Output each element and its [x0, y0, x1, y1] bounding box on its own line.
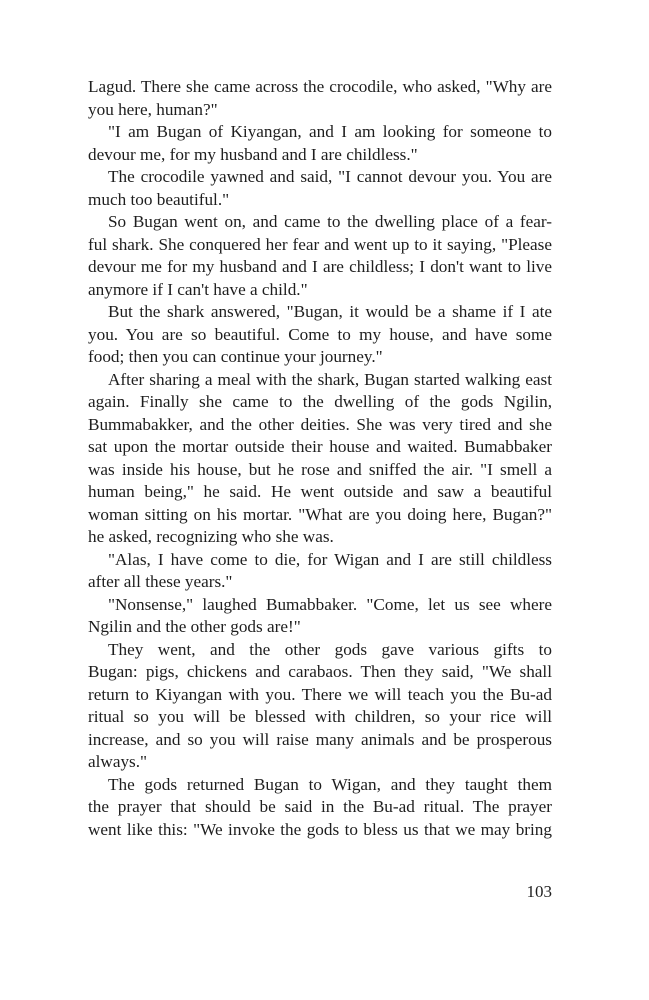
text-line: "Nonsense," laughed Bumabbaker. "Come, let us see where	[108, 594, 552, 614]
paragraph	[88, 301, 552, 369]
text-line: was inside his house, but he rose and sniffed the air. "I smell a	[88, 459, 552, 479]
text-line: After sharing a meal with the shark, Bugan started walking east	[108, 369, 552, 389]
text-line: woman sitting on his mortar. "What are you doing here, Bugan?"	[88, 504, 552, 524]
text-line: human being," he said. He went outside and saw a beautiful	[88, 482, 552, 501]
text-line: The crocodile yawned and said, "I cannot devour you. You are	[108, 167, 552, 186]
paragraph	[88, 594, 552, 639]
text-line: ful shark. She conquered her fear and went up to it saying, "Please	[88, 234, 552, 254]
text-line: again. Finally she came to the dwelling of the gods Ngilin,	[88, 392, 552, 411]
text-line: you. You are so beautiful. Come to my house, and have some	[88, 324, 552, 344]
text-line: much too beautiful."	[88, 189, 230, 209]
text-line: you here, human?"	[88, 99, 218, 119]
text-line: devour me for my husband and I are childless; I don't want to live	[88, 257, 552, 276]
page-number: 103	[526, 882, 552, 901]
text-line: went like this: "We invoke the gods to bless us that we may bring	[88, 819, 552, 839]
paragraph	[88, 166, 552, 211]
text-line: after all these years."	[88, 572, 233, 591]
text-line: the prayer that should be said in the Bu-ad ritual. The prayer	[88, 797, 552, 816]
text-line: So Bugan went on, and came to the dwelling place of a fear-	[108, 212, 552, 231]
text-line: But the shark answered, "Bugan, it would be a shame if I ate	[108, 302, 552, 321]
paragraph	[88, 774, 552, 842]
text-line: The gods returned Bugan to Wigan, and they taught them	[108, 774, 552, 794]
body-text	[88, 76, 552, 841]
text-line: "I am Bugan of Kiyangan, and I am looking for someone to	[108, 122, 552, 141]
text-line: food; then you can continue your journey."	[88, 347, 383, 366]
text-line: he asked, recognizing who she was.	[88, 527, 334, 546]
paragraph	[88, 549, 552, 594]
text-line: increase, and so you will raise many animals and be prosperous	[88, 729, 552, 749]
text-line: "Alas, I have come to die, for Wigan and I are still childless	[108, 549, 552, 569]
paragraph	[88, 639, 552, 774]
text-line: Lagud. There she came across the crocodile, who asked, "Why are	[88, 77, 552, 96]
text-line: ritual so you will be blessed with children, so your rice will	[88, 707, 552, 726]
text-line: anymore if I can't have a child."	[88, 279, 308, 299]
text-line: always."	[88, 752, 148, 771]
paragraph	[88, 76, 552, 121]
text-line: devour me, for my husband and I are childless."	[88, 144, 418, 164]
text-line: Bugan: pigs, chickens and carabaos. Then they said, "We shall	[88, 662, 552, 681]
paragraph	[88, 121, 552, 166]
text-line: Ngilin and the other gods are!"	[88, 617, 301, 636]
text-line: return to Kiyangan with you. There we will teach you the Bu-ad	[88, 684, 552, 704]
text-line: Bummabakker, and the other deities. She was very tired and she	[88, 414, 552, 434]
text-line: sat upon the mortar outside their house and waited. Bumabbaker	[88, 437, 552, 456]
paragraph	[88, 369, 552, 549]
paragraph	[88, 211, 552, 301]
text-line: They went, and the other gods gave various gifts to	[108, 639, 552, 659]
